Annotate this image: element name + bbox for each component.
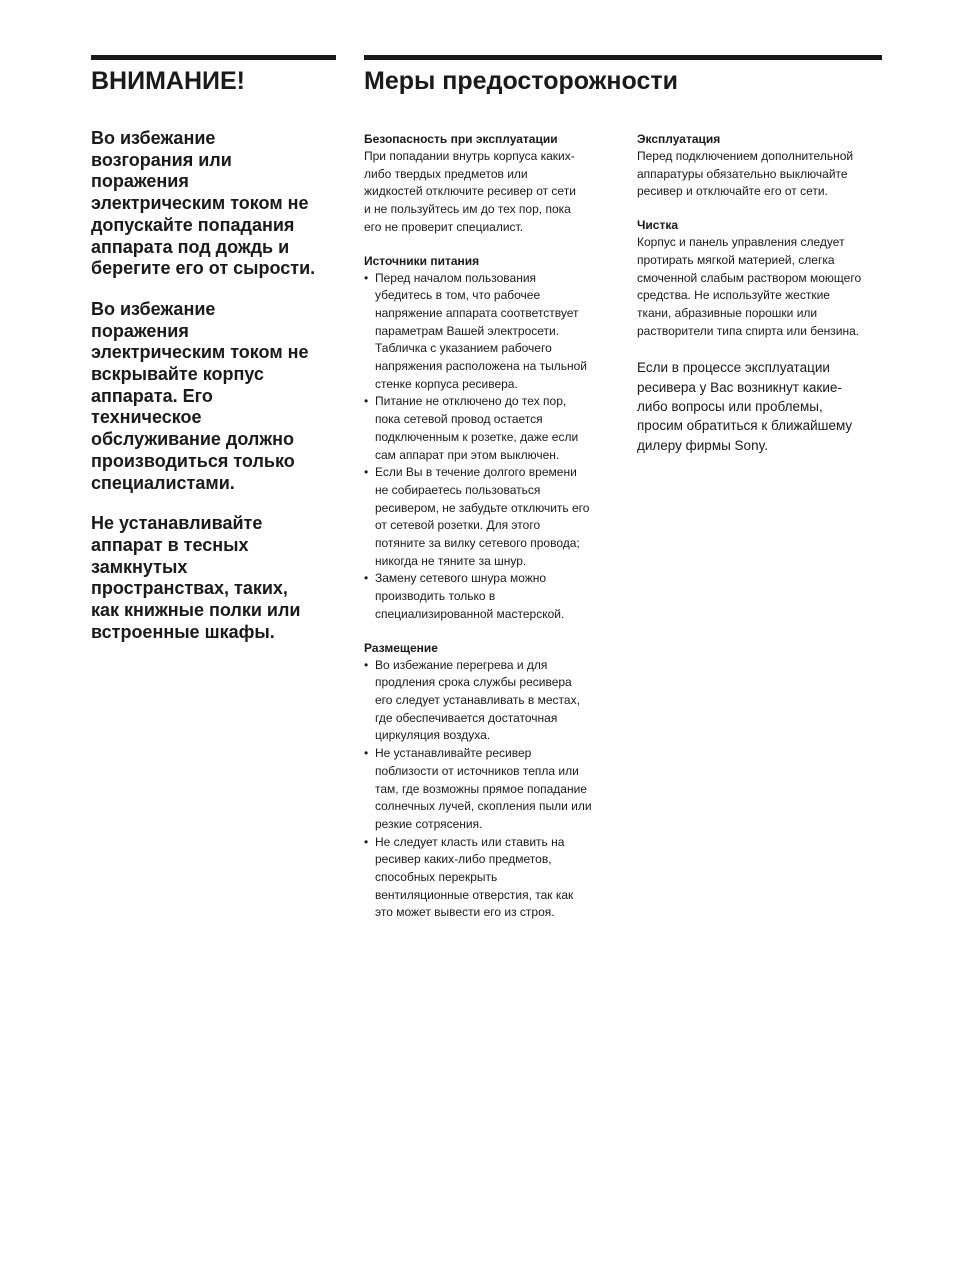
left-title-rule xyxy=(91,55,336,60)
bullet-icon: • xyxy=(364,834,369,849)
list-item-text: Перед началом пользования убедитесь в том, что рабочее напряжение аппарата соответствует параметрам Вашей электросети. Табличка с указанием рабочего напряжения расположена на тыльной стенке корпуса ресивера. xyxy=(375,270,587,391)
list-item-text: Замену сетевого шнура можно производить только в специализированной мастерской. xyxy=(375,571,565,621)
bullet-icon: • xyxy=(364,571,369,586)
section-cleaning xyxy=(637,217,882,340)
bullet-icon: • xyxy=(364,746,369,761)
list-item-text: Если Вы в течение долгого времени не собираетесь пользоваться ресивером, не забудьте отключить его от сетевой розетки. Для этого потяните за вилку сетевого провода; никогда не тяните за шнур. xyxy=(375,465,590,568)
precautions-column-right xyxy=(637,131,882,455)
section-text: При попадании внутрь корпуса каких- либо твердых предметов или жидкостей отключите ресивер от сети и не пользуйтесь им до тех пор, пока его не проверит специалист. xyxy=(364,149,576,234)
section-heading: Эксплуатация xyxy=(637,132,721,146)
precautions-title: Меры предосторожности xyxy=(364,67,678,95)
section-power xyxy=(364,253,614,624)
section-text: Корпус и панель управления следует протирать мягкой материей, слегка смоченной слабым раствором моющего средства. Не используйте жесткие ткани, абразивные порошки или растворители типа спирта или бензина. xyxy=(637,235,862,338)
warning-do-not-open: Во избежание поражения электрическим током не вскрывайте корпус аппарата. Его техническое обслуживание должно производиться только специалистами. xyxy=(91,298,309,493)
list-item xyxy=(364,393,614,464)
list-item xyxy=(364,745,614,834)
section-heading: Размещение xyxy=(364,640,438,655)
list-item xyxy=(364,270,614,394)
warning-ventilation: Не устанавливайте аппарат в тесных замкнутых пространствах, таких, как книжные полки или встроенные шкафы. xyxy=(91,513,301,642)
list-item-text: Не следует класть или ставить на ресивер каких-либо предметов, способных перекрыть вентиляционные отверстия, так как это может вывести его из строя. xyxy=(375,834,574,920)
bullet-icon: • xyxy=(364,394,369,409)
section-text: Перед подключением дополнительной аппаратуры обязательно выключайте ресивер и отключайте его от сети. xyxy=(637,149,854,199)
section-heading: Источники питания xyxy=(364,253,480,268)
warning-title: ВНИМАНИЕ! xyxy=(91,67,245,95)
closing-note: Если в процессе эксплуатации ресивера у Вас возникнут какие- либо вопросы или проблемы, просим обратиться к ближайшему дилеру фирмы Sony. xyxy=(637,360,853,453)
list-item xyxy=(364,657,614,746)
section-placement xyxy=(364,640,614,923)
section-heading: Чистка xyxy=(637,218,679,233)
bullet-list xyxy=(364,270,614,624)
section-heading: Безопасность при эксплуатации xyxy=(364,132,558,146)
list-item-text: Не устанавливайте ресивер поблизости от источников тепла или там, где возможны прямое попадание солнечных лучей, скопления пыли или резкие сотрясения. xyxy=(375,746,592,831)
bullet-icon: • xyxy=(364,270,369,285)
precautions-column-middle xyxy=(364,131,614,938)
bullet-icon: • xyxy=(364,465,369,480)
list-item-text: Во избежание перегрева и для продления срока службы ресивера его следует устанавливать в местах, где обеспечивается достаточная циркуляция воздуха. xyxy=(375,657,580,743)
list-item xyxy=(364,570,614,623)
bullet-list xyxy=(364,657,614,923)
warning-list xyxy=(91,128,343,662)
list-item xyxy=(364,834,614,923)
list-item-text: Питание не отключено до тех пор, пока сетевой провод остается подключенным к розетке, даже если сам аппарат при этом выключен. xyxy=(375,394,579,462)
section-safety xyxy=(364,131,614,237)
bullet-icon: • xyxy=(364,657,369,672)
list-item xyxy=(364,464,614,570)
right-title-rule xyxy=(364,55,882,60)
section-operation xyxy=(637,131,882,201)
warning-fire-shock: Во избежание возгорания или поражения электрическим током не допускайте попадания аппарата под дождь и берегите его от сырости. xyxy=(91,128,316,279)
